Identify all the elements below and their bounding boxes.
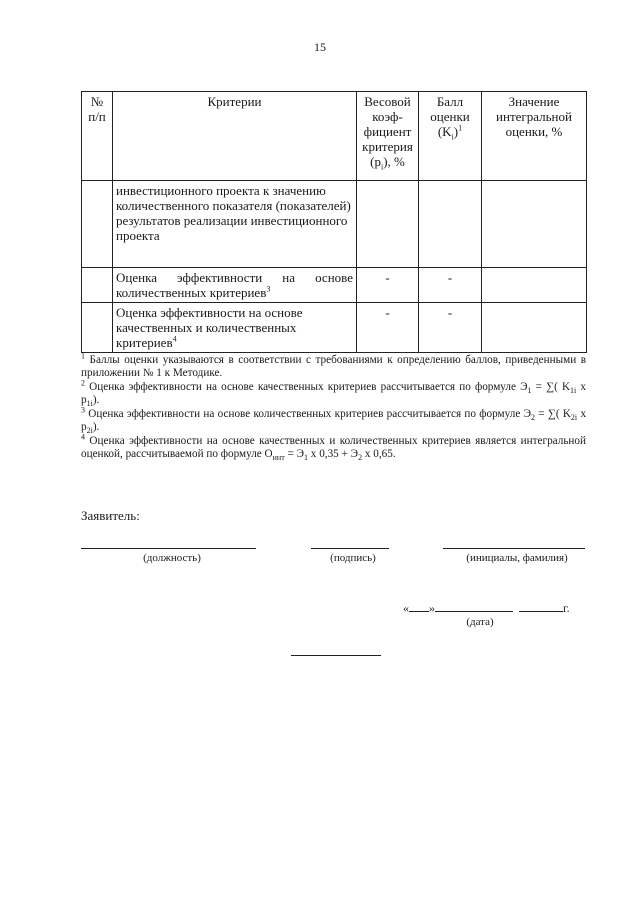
footnote-ref: 4 bbox=[172, 334, 177, 344]
formula-sub: 1i bbox=[570, 386, 577, 396]
name-line bbox=[443, 548, 585, 549]
criteria-table bbox=[81, 91, 587, 353]
header-score-pre: Балл оценки (K bbox=[430, 94, 470, 139]
formula-sub: инт bbox=[272, 453, 285, 463]
formula-part: ). bbox=[92, 421, 100, 433]
signature-caption: (подпись) bbox=[330, 552, 376, 564]
formula-sub: 2i bbox=[86, 426, 93, 436]
footnote-1 bbox=[81, 351, 586, 380]
cell-criteria-text: Оценка эффективности на основе количественных критериев bbox=[116, 270, 353, 300]
cell-weight: - bbox=[357, 268, 419, 303]
footnote-text: Баллы оценки указываются в соответствии с требованиями к определению баллов, приведенными в приложении № 1 к Методике. bbox=[81, 354, 586, 379]
formula-part: ). bbox=[92, 394, 100, 406]
header-weight-unit-pre: (p bbox=[370, 154, 381, 169]
footnotes bbox=[81, 351, 587, 463]
formula-part: Э bbox=[523, 408, 531, 420]
cell-integral bbox=[482, 303, 587, 353]
cell-number bbox=[82, 303, 113, 353]
formula-part: = ∑( K bbox=[534, 408, 571, 420]
header-criteria-text: Критерии bbox=[207, 94, 262, 109]
position-caption: (должность) bbox=[143, 552, 201, 564]
header-score bbox=[419, 92, 482, 181]
date-caption: (дата) bbox=[466, 616, 494, 628]
formula-part: x 0,35 + Э bbox=[308, 448, 359, 460]
cell-criteria: инвестиционного проекта к значению количественного показателя (показателей) результатов реализации инвестиционного проекта bbox=[113, 181, 357, 268]
header-weight-sub: i bbox=[380, 162, 384, 172]
header-number bbox=[82, 92, 113, 181]
applicant-label: Заявитель: bbox=[81, 508, 140, 523]
formula-part: x 0,65. bbox=[362, 448, 396, 460]
header-score-post: ) bbox=[453, 124, 459, 139]
formula-part: x p bbox=[81, 408, 587, 433]
position-line bbox=[81, 548, 256, 549]
footnote-mark: 4 bbox=[81, 432, 85, 442]
end-divider bbox=[291, 655, 381, 656]
formula-part: = ∑( K bbox=[531, 381, 571, 393]
formula-sub: 1 bbox=[304, 453, 308, 463]
date-quote-open: « bbox=[403, 601, 409, 615]
header-integral-text: Значение интегральной оценки, % bbox=[496, 94, 572, 139]
table-row bbox=[82, 303, 587, 353]
table-row bbox=[82, 268, 587, 303]
cell-score: - bbox=[419, 268, 482, 303]
cell-score: - bbox=[419, 303, 482, 353]
date-quote-close: » bbox=[429, 601, 435, 615]
page-number: 15 bbox=[314, 40, 326, 54]
cell-number bbox=[82, 181, 113, 268]
formula-sub: 2 bbox=[358, 453, 363, 463]
footnote-3 bbox=[81, 405, 587, 436]
table-header-row bbox=[82, 92, 587, 181]
cell-weight bbox=[357, 181, 419, 268]
cell-criteria bbox=[113, 268, 357, 303]
year-suffix: г. bbox=[563, 601, 570, 615]
cell-number bbox=[82, 268, 113, 303]
header-score-sub: i bbox=[451, 132, 454, 142]
footnote-ref: 3 bbox=[266, 284, 271, 294]
signature-line bbox=[311, 548, 389, 549]
formula-sub: 1i bbox=[86, 399, 93, 409]
footnote-text: Оценка эффективности на основе количественных критериев рассчитывается по формуле bbox=[88, 408, 521, 420]
footnote-mark: 3 bbox=[81, 405, 85, 415]
month-blank bbox=[435, 601, 513, 612]
header-weight-unit-post: ), % bbox=[383, 154, 405, 169]
formula-sub: 1 bbox=[527, 386, 532, 396]
day-blank bbox=[409, 601, 429, 612]
footnote-4 bbox=[81, 432, 586, 463]
formula-sub: 2i bbox=[570, 413, 578, 423]
cell-criteria bbox=[113, 303, 357, 353]
formula-part: x p bbox=[81, 381, 587, 406]
formula-part: = Э bbox=[284, 448, 304, 460]
footnote-mark: 1 bbox=[81, 351, 85, 361]
cell-criteria-text: Оценка эффективности на основе качественных и количественных критериев bbox=[116, 305, 303, 350]
header-weight bbox=[357, 92, 419, 181]
header-weight-text: Весовой коэф-фициент критерия bbox=[362, 94, 413, 154]
cell-integral bbox=[482, 181, 587, 268]
name-caption: (инициалы, фамилия) bbox=[466, 552, 568, 564]
date-row bbox=[403, 601, 588, 616]
formula-part: Э bbox=[520, 381, 528, 393]
formula-sub: 2 bbox=[530, 413, 535, 423]
footnote-text: Оценка эффективности на основе качественных и количественных критериев является интегральной оценкой, рассчитываемой по формуле O bbox=[81, 435, 586, 460]
cell-integral bbox=[482, 268, 587, 303]
footnote-mark: 2 bbox=[81, 378, 85, 388]
cell-score bbox=[419, 181, 482, 268]
footnote-text: Оценка эффективности на основе качественных критериев рассчитывается по формуле bbox=[89, 381, 516, 393]
footnote-2 bbox=[81, 378, 587, 409]
header-score-sup: 1 bbox=[458, 123, 463, 133]
header-criteria bbox=[113, 92, 357, 181]
header-integral bbox=[482, 92, 587, 181]
header-number-text: № п/п bbox=[88, 94, 106, 124]
cell-weight: - bbox=[357, 303, 419, 353]
table-row bbox=[82, 181, 587, 268]
year-blank bbox=[519, 601, 563, 612]
